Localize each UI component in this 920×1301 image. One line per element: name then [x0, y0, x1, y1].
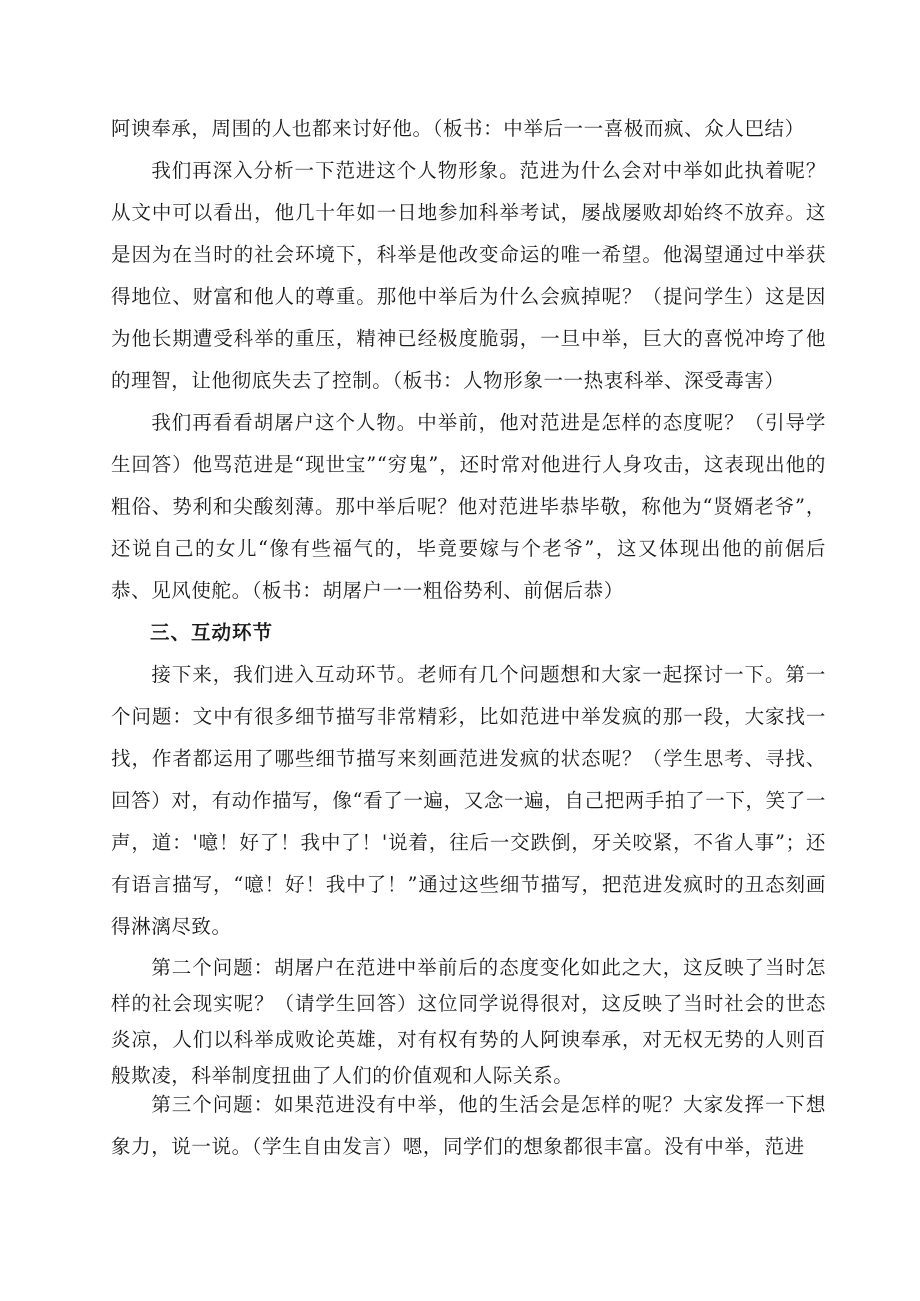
paragraph-continuation: 阿谀奉承，周围的人也都来讨好他。（板书：中举后一一喜极而疯、众人巴结） [111, 117, 805, 140]
paragraph-fan-jin-analysis: 我们再深入分析一下范进这个人物形象。范进为什么会对中举如此执着呢？从文中可以看出，他几十年如一日地参加科举考试，屡战屡败却始终不放弃。这是因为在当时的社会环境下，科举是他改变命运的唯一希望。他渴望通过中举获得地位、财富和他人的尊重。那他中举后为什么会疯掉呢？（提问学生）这是因为他长期遭受科举的重压，精神已经极度脆弱，一旦中举，巨大的喜悦冲垮了他的理智，让他彻底失去了控制。（板书：人物形象一一热衷科举、深受毒害） [111, 159, 826, 392]
paragraph-question-two: 第二个问题：胡屠户在范进中举前后的态度变化如此之大，这反映了当时怎样的社会现实呢？（请学生回答）这位同学说得很对，这反映了当时社会的世态炎凉，人们以科举成败论英雄，对有权有势的人阿谀奉承，对无权无势的人则百般欺凌，科举制度扭曲了人们的价值观和人际关系。 [111, 956, 826, 1087]
paragraph-hu-tuhu-analysis: 我们再看看胡屠户这个人物。中举前，他对范进是怎样的态度呢？（引导学生回答）他骂范进是“现世宝”“穷鬼”，还时常对他进行人身攻击，这表现出他的粗俗、势利和尖酸刻薄。那中举后呢？他对范进毕恭毕敬，称他为“贤婿老爷”，还说自己的女儿“像有些福气的，毕竟要嫁与个老爷”，这又体现出他的前倨后恭、见风使舵。（板书：胡屠户一一粗俗势利、前倨后恭） [111, 411, 826, 602]
paragraph-question-three: 第三个问题：如果范进没有中举，他的生活会是怎样的呢？大家发挥一下想象力，说一说。（学生自由发言）嗯，同学们的想象都很丰富。没有中举，范进 [111, 1093, 826, 1158]
paragraph-question-one: 接下来，我们进入互动环节。老师有几个问题想和大家一起探讨一下。第一个问题：文中有很多细节描写非常精彩，比如范进中举发疯的那一段，大家找一找，作者都运用了哪些细节描写来刻画范进发疯的状态呢？（学生思考、寻找、回答）对，有动作描写，像“看了一遍，又念一遍，自己把两手拍了一下，笑了一声，道：'噫！好了！我中了！'说着，往后一交跌倒，牙关咬紧，不省人事”；还有语言描写，“噫！好！我中了！”通过这些细节描写，把范进发疯时的丑态刻画得淋漓尽致。 [111, 663, 826, 938]
section-heading: 三、互动环节 [150, 621, 274, 644]
